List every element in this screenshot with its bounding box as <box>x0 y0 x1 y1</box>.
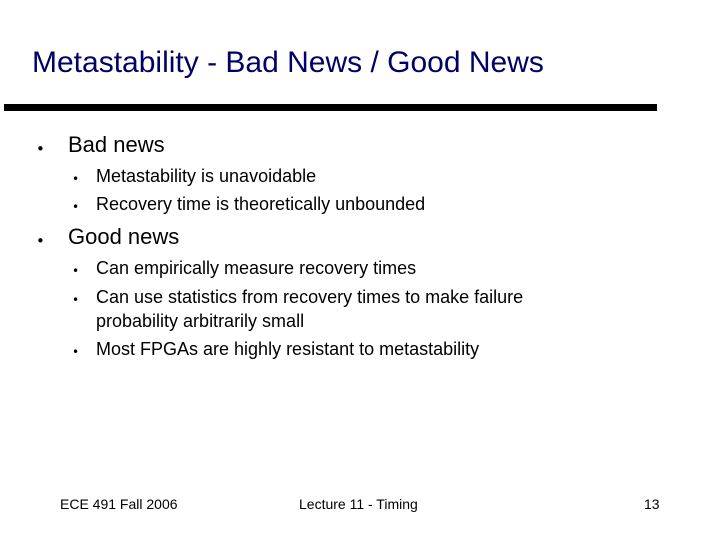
bullet-icon: • <box>72 345 80 359</box>
footer-lecture: Lecture 11 - Timing <box>299 496 418 512</box>
sub-bullet-text: probability arbitrarily small <box>96 311 305 331</box>
bullet-icon: • <box>36 140 45 158</box>
bullet-icon: • <box>72 264 80 278</box>
slide-title: Metastability - Bad News / Good News <box>32 46 544 79</box>
bullet-icon: • <box>36 232 45 250</box>
bullet-icon: • <box>72 200 80 214</box>
sub-bullet-text: Metastability is unavoidable <box>96 166 317 186</box>
footer-page-number: 13 <box>644 496 660 512</box>
footer-course: ECE 491 Fall 2006 <box>60 496 178 512</box>
bullet-icon: • <box>72 172 80 186</box>
bullet-heading: Bad news <box>68 132 165 157</box>
bullet-icon: • <box>72 293 80 307</box>
sub-bullet-text: Can use statistics from recovery times to make failure <box>96 287 524 307</box>
sub-bullet-text: Can empirically measure recovery times <box>96 258 417 278</box>
title-divider <box>4 104 657 111</box>
sub-bullet-text: Most FPGAs are highly resistant to metastability <box>96 339 480 359</box>
sub-bullet-text: Recovery time is theoretically unbounded <box>96 194 426 214</box>
bullet-heading: Good news <box>68 224 180 249</box>
